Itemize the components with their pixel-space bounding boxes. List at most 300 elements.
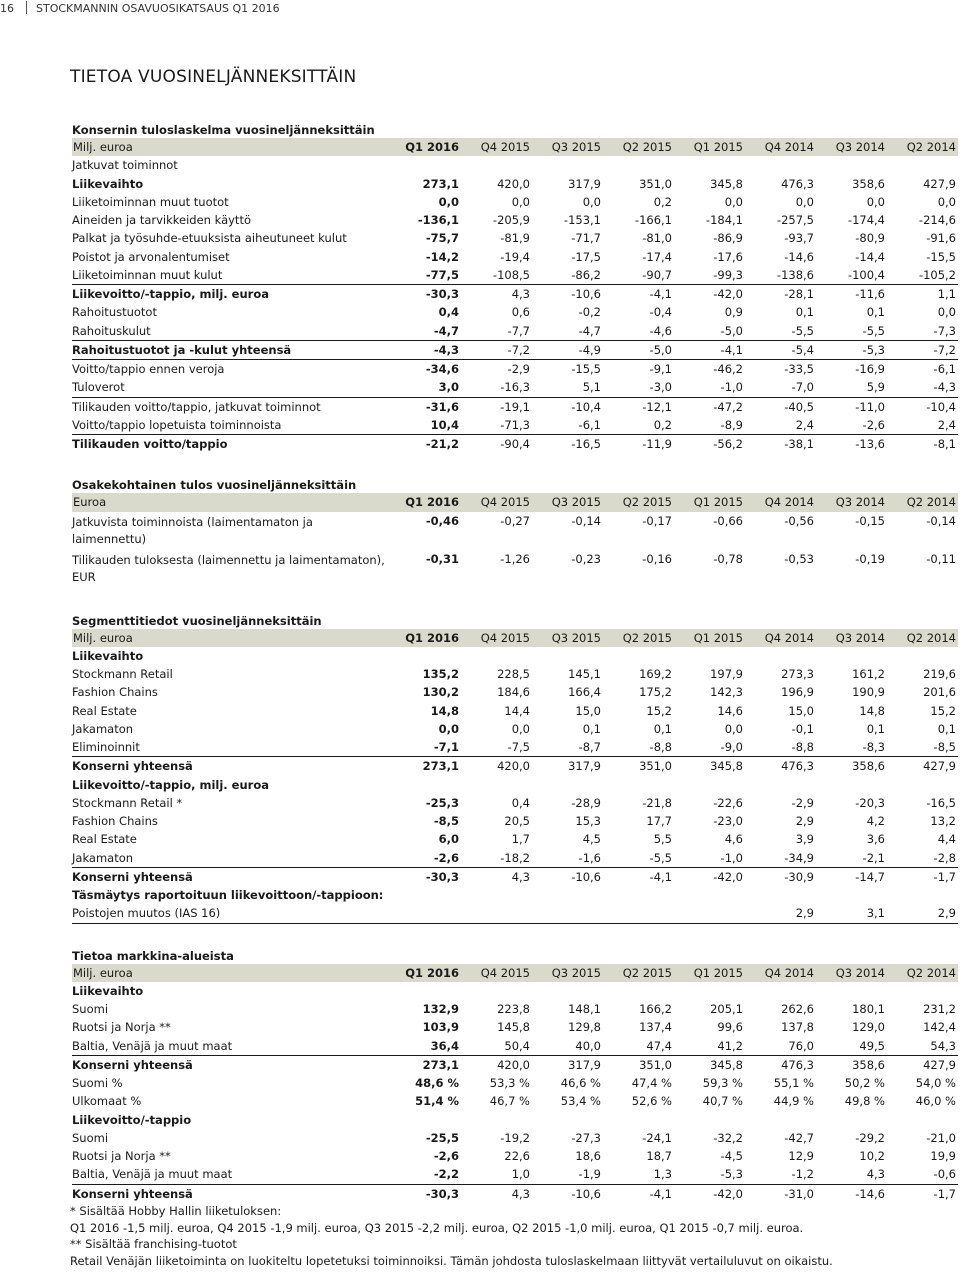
value-cell: 18,6 <box>575 1149 601 1164</box>
column-header: Q4 2014 <box>745 493 816 511</box>
value-cell: 0,0 <box>866 194 885 209</box>
value-cell <box>390 886 461 904</box>
value-cell: 166,2 <box>639 1002 672 1017</box>
value-cell: 427,9 <box>923 759 956 774</box>
value-cell <box>390 982 461 1000</box>
table-row <box>72 776 958 794</box>
value-cell: -86,2 <box>532 266 603 285</box>
row-label: Suomi <box>72 1002 109 1017</box>
section-title: Konsernin tuloslaskelma vuosineljänneksittäin <box>72 123 375 137</box>
table-row <box>72 378 958 397</box>
value-cell: -99,3 <box>674 266 745 285</box>
value-cell: -32,2 <box>713 1130 743 1145</box>
table-row <box>72 360 958 379</box>
value-cell: -17,5 <box>571 249 601 264</box>
column-header: Q2 2014 <box>887 964 958 982</box>
page-header <box>0 1 280 17</box>
table-row <box>72 229 958 247</box>
value-cell: 132,9 <box>422 1002 459 1017</box>
page-title: TIETOA VUOSINELJÄNNEKSITTÄIN <box>70 67 357 87</box>
value-cell: -5,5 <box>745 322 816 341</box>
value-cell: -0,2 <box>578 305 601 320</box>
value-cell <box>674 1111 745 1129</box>
value-cell: -7,2 <box>461 340 532 359</box>
value-cell: 54,0 % <box>915 1076 956 1091</box>
value-cell: 345,8 <box>710 1057 743 1072</box>
row-label: Jakamaton <box>72 849 390 868</box>
value-cell: -0,14 <box>571 513 601 528</box>
value-cell: -8,1 <box>933 437 956 452</box>
value-cell: -2,8 <box>887 849 958 868</box>
row-label: Liikevaihto <box>72 983 144 998</box>
value-cell: -4,1 <box>674 340 745 359</box>
value-cell: 0,4 <box>511 795 530 810</box>
value-cell <box>887 647 958 665</box>
value-cell: -4,1 <box>649 1186 672 1201</box>
value-cell: 358,6 <box>852 759 885 774</box>
value-cell: 145,1 <box>568 667 601 682</box>
table-row <box>72 886 958 904</box>
value-cell: 0,6 <box>511 305 530 320</box>
value-cell: 317,9 <box>568 176 601 191</box>
table-row <box>72 904 958 923</box>
value-cell: -0,19 <box>855 552 885 566</box>
value-cell: -77,5 <box>390 266 461 285</box>
value-cell: 49,5 <box>816 1037 887 1056</box>
value-cell: 351,0 <box>639 759 672 774</box>
value-cell: -4,5 <box>720 1149 743 1164</box>
value-cell: -1,26 <box>500 552 530 566</box>
table-header-row <box>72 964 958 982</box>
value-cell <box>745 647 816 665</box>
value-cell: -8,7 <box>532 738 603 757</box>
value-cell <box>461 156 532 174</box>
value-cell: 41,2 <box>674 1037 745 1056</box>
value-cell: 0,1 <box>937 721 956 736</box>
value-cell: -0,1 <box>791 721 814 736</box>
value-cell <box>461 982 532 1000</box>
value-cell <box>674 156 745 174</box>
value-cell: 0,0 <box>937 305 956 320</box>
value-cell <box>461 886 532 904</box>
value-cell: -6,1 <box>532 416 603 435</box>
value-cell: 5,1 <box>532 378 603 397</box>
value-cell: 50,2 % <box>844 1076 885 1091</box>
value-cell: -7,2 <box>887 340 958 359</box>
value-cell: 317,9 <box>568 759 601 774</box>
row-label: Suomi <box>72 1130 109 1145</box>
value-cell <box>603 904 674 923</box>
value-cell: -16,9 <box>855 362 885 377</box>
value-cell: -56,2 <box>713 437 743 452</box>
unit-label: Milj. euroa <box>72 138 390 156</box>
value-cell: -5,0 <box>674 322 745 341</box>
value-cell <box>816 886 887 904</box>
value-cell: -34,9 <box>745 849 816 868</box>
value-cell <box>532 886 603 904</box>
value-cell <box>603 156 674 174</box>
table-row <box>72 285 958 304</box>
row-label: Liikevaihto <box>72 648 144 663</box>
value-cell: 5,5 <box>653 832 672 847</box>
row-label: Poistojen muutos (IAS 16) <box>72 904 390 923</box>
value-cell: -136,1 <box>417 213 459 228</box>
value-cell: -4,3 <box>390 340 461 359</box>
value-cell: 99,6 <box>717 1020 743 1035</box>
footnote: Q1 2016 -1,5 milj. euroa, Q4 2015 -1,9 milj. euroa, Q3 2015 -2,2 milj. euroa, Q2 2015 -1,0 milj. euroa, Q1 2015 -0,7 milj. euroa. <box>70 1220 804 1235</box>
value-cell: 36,4 <box>390 1037 461 1056</box>
value-cell: 4,4 <box>937 832 956 847</box>
value-cell: 205,1 <box>710 1002 743 1017</box>
value-cell: -47,2 <box>713 399 743 414</box>
table-header-row <box>72 629 958 647</box>
value-cell: -14,6 <box>855 1186 885 1201</box>
value-cell <box>816 982 887 1000</box>
value-cell: 476,3 <box>781 176 814 191</box>
value-cell: -0,78 <box>713 552 743 566</box>
data-table <box>72 493 958 588</box>
value-cell: -105,2 <box>887 266 958 285</box>
value-cell: 145,8 <box>497 1020 530 1035</box>
value-cell: 4,5 <box>582 832 601 847</box>
value-cell: -8,8 <box>745 738 816 757</box>
row-label: Liiketoiminnan muut tuotot <box>72 194 229 209</box>
value-cell: -25,5 <box>425 1130 459 1145</box>
value-cell <box>674 776 745 794</box>
value-cell: -5,5 <box>603 849 674 868</box>
value-cell: -138,6 <box>745 266 816 285</box>
column-header: Q1 2015 <box>674 493 745 511</box>
table-row <box>72 397 958 416</box>
value-cell <box>816 647 887 665</box>
footnote: Retail Venäjän liiketoiminta on luokiteltu lopetetuksi toiminnoiksi. Tämän johdosta tuloslaskelmaan liittyvät vertailuluvut on oikaistu. <box>70 1253 833 1268</box>
value-cell: -15,5 <box>926 249 956 264</box>
value-cell: 2,9 <box>745 904 816 923</box>
table-row <box>72 982 958 1000</box>
value-cell <box>603 886 674 904</box>
table-row <box>72 647 958 665</box>
value-cell: -17,4 <box>642 249 672 264</box>
row-label: Rahoitustuotot ja -kulut yhteensä <box>72 340 390 359</box>
value-cell: 358,6 <box>852 1057 885 1072</box>
value-cell: 48,6 % <box>415 1076 459 1091</box>
value-cell: -13,6 <box>855 437 885 452</box>
value-cell <box>887 886 958 904</box>
value-cell: 2,9 <box>887 904 958 923</box>
table-row <box>72 303 958 321</box>
column-header: Q1 2016 <box>390 629 461 647</box>
value-cell: -4,7 <box>532 322 603 341</box>
value-cell: 197,9 <box>710 667 743 682</box>
value-cell: -10,6 <box>571 1186 601 1201</box>
value-cell: -42,0 <box>713 869 743 884</box>
value-cell: 0,4 <box>438 305 459 320</box>
value-cell: -71,3 <box>461 416 532 435</box>
value-cell: -1,0 <box>674 849 745 868</box>
column-header: Q1 2016 <box>390 138 461 156</box>
table-row <box>72 702 958 720</box>
value-cell: 427,9 <box>923 176 956 191</box>
value-cell: 51,4 % <box>415 1094 459 1109</box>
column-header: Q3 2015 <box>532 629 603 647</box>
value-cell: -2,1 <box>816 849 887 868</box>
value-cell: 0,1 <box>795 305 814 320</box>
value-cell <box>390 1111 461 1129</box>
data-table <box>72 138 958 453</box>
value-cell: -40,5 <box>784 399 814 414</box>
value-cell: -1,6 <box>532 849 603 868</box>
value-cell: -0,31 <box>425 552 459 566</box>
value-cell: -90,7 <box>603 266 674 285</box>
value-cell: 0,2 <box>653 194 672 209</box>
value-cell: 129,0 <box>852 1020 885 1035</box>
value-cell: -5,3 <box>816 340 887 359</box>
value-cell: -19,1 <box>500 399 530 414</box>
row-label: Rahoituskulut <box>72 322 390 341</box>
value-cell: -81,0 <box>642 231 672 246</box>
row-label: Liiketoiminnan muut kulut <box>72 266 390 285</box>
table-row <box>72 340 958 359</box>
value-cell: -15,5 <box>571 362 601 377</box>
value-cell <box>390 904 461 923</box>
value-cell: 17,7 <box>646 814 672 829</box>
value-cell: -80,9 <box>855 231 885 246</box>
value-cell: -8,3 <box>816 738 887 757</box>
tables-area <box>72 120 957 1225</box>
value-cell: 137,8 <box>781 1020 814 1035</box>
column-header: Q3 2014 <box>816 493 887 511</box>
row-label: Ulkomaat % <box>72 1094 142 1109</box>
table-row <box>72 794 958 812</box>
value-cell <box>461 776 532 794</box>
value-cell: 476,3 <box>781 1057 814 1072</box>
value-cell <box>461 904 532 923</box>
table-row <box>72 1055 958 1074</box>
value-cell: 135,2 <box>422 667 459 682</box>
row-label: Baltia, Venäjä ja muut maat <box>72 1037 390 1056</box>
value-cell: -0,53 <box>784 552 814 566</box>
value-cell: 201,6 <box>923 685 956 700</box>
row-label: Rahoitustuotot <box>72 305 157 320</box>
value-cell <box>674 647 745 665</box>
value-cell: 0,0 <box>724 721 743 736</box>
value-cell: -16,5 <box>571 437 601 452</box>
value-cell: -16,5 <box>926 795 956 810</box>
unit-label: Milj. euroa <box>72 629 390 647</box>
value-cell: 15,2 <box>646 703 672 718</box>
value-cell: -21,8 <box>642 795 672 810</box>
value-cell: 0,0 <box>511 194 530 209</box>
table-row <box>72 1147 958 1165</box>
data-table <box>72 964 958 1203</box>
value-cell: -31,0 <box>784 1186 814 1201</box>
row-label: Ruotsi ja Norja ** <box>72 1020 171 1035</box>
value-cell: -8,5 <box>433 814 459 829</box>
table-section <box>72 120 957 453</box>
table-row <box>72 1111 958 1129</box>
value-cell: -21,2 <box>425 437 459 452</box>
footnotes <box>70 1203 960 1269</box>
value-cell: 219,6 <box>923 667 956 682</box>
value-cell: 52,6 % <box>631 1094 672 1109</box>
value-cell: -14,4 <box>855 249 885 264</box>
value-cell: -5,0 <box>603 340 674 359</box>
row-label: Suomi % <box>72 1076 123 1091</box>
value-cell <box>603 1111 674 1129</box>
section-title: Segmenttitiedot vuosineljänneksittäin <box>72 613 322 628</box>
value-cell: 1,1 <box>937 287 956 302</box>
table-row <box>72 1037 958 1056</box>
value-cell: -8,5 <box>887 738 958 757</box>
value-cell: -108,5 <box>461 266 532 285</box>
column-header: Q3 2015 <box>532 493 603 511</box>
table-section <box>72 475 957 588</box>
column-header: Q2 2014 <box>887 138 958 156</box>
value-cell: -0,11 <box>926 552 956 566</box>
row-label: Real Estate <box>72 832 137 847</box>
value-cell: -18,2 <box>461 849 532 868</box>
value-cell <box>532 904 603 923</box>
value-cell: -42,7 <box>784 1130 814 1145</box>
row-label: Konserni yhteensä <box>72 869 193 884</box>
row-label: Jatkuvat toiminnot <box>72 158 178 173</box>
value-cell: 166,4 <box>568 685 601 700</box>
value-cell: 49,8 % <box>844 1094 885 1109</box>
table-row <box>72 175 958 193</box>
column-header: Q4 2015 <box>461 138 532 156</box>
value-cell: -30,3 <box>425 287 459 302</box>
table-row <box>72 1018 958 1036</box>
value-cell: 273,1 <box>422 1057 459 1072</box>
unit-label: Milj. euroa <box>72 964 390 982</box>
value-cell: 5,9 <box>816 378 887 397</box>
value-cell: 196,9 <box>781 685 814 700</box>
value-cell: 0,1 <box>866 305 885 320</box>
value-cell: 175,2 <box>639 685 672 700</box>
value-cell: 161,2 <box>852 667 885 682</box>
value-cell: -11,6 <box>855 287 885 302</box>
value-cell: -4,6 <box>603 322 674 341</box>
value-cell <box>532 647 603 665</box>
value-cell: 3,1 <box>816 904 887 923</box>
value-cell: 46,0 % <box>915 1094 956 1109</box>
value-cell: 420,0 <box>497 176 530 191</box>
value-cell: 262,6 <box>781 1002 814 1017</box>
value-cell: -5,4 <box>745 340 816 359</box>
column-header: Q2 2014 <box>887 493 958 511</box>
row-label: Voitto/tappio ennen veroja <box>72 362 225 377</box>
table-row <box>72 416 958 435</box>
row-label: Ruotsi ja Norja ** <box>72 1149 171 1164</box>
value-cell: 53,3 % <box>489 1076 530 1091</box>
value-cell: -10,6 <box>571 287 601 302</box>
value-cell: 0,1 <box>582 721 601 736</box>
column-header: Q3 2015 <box>532 138 603 156</box>
value-cell: -17,6 <box>713 249 743 264</box>
value-cell: 148,1 <box>568 1002 601 1017</box>
value-cell: -2,9 <box>791 795 814 810</box>
column-header: Q1 2015 <box>674 138 745 156</box>
value-cell: 0,0 <box>795 194 814 209</box>
value-cell: -8,8 <box>603 738 674 757</box>
value-cell: 76,0 <box>745 1037 816 1056</box>
value-cell: -153,1 <box>563 213 601 228</box>
value-cell <box>532 1111 603 1129</box>
value-cell: 130,2 <box>422 685 459 700</box>
data-table <box>72 629 958 924</box>
section-title: Osakekohtainen tulos vuosineljänneksittäin <box>72 478 357 493</box>
value-cell: 47,4 % <box>631 1076 672 1091</box>
value-cell <box>816 156 887 174</box>
value-cell: -75,7 <box>425 231 459 246</box>
value-cell: 44,9 % <box>773 1094 814 1109</box>
value-cell: 40,0 <box>532 1037 603 1056</box>
table-row <box>72 830 958 848</box>
table-row <box>72 1000 958 1018</box>
table-row <box>72 1165 958 1184</box>
value-cell: 358,6 <box>852 176 885 191</box>
value-cell: 14,8 <box>430 703 459 718</box>
value-cell: -7,0 <box>745 378 816 397</box>
row-label: Liikevaihto <box>72 176 144 191</box>
value-cell: 14,8 <box>859 703 885 718</box>
footnote: ** Sisältää franchising-tuotot <box>70 1237 237 1251</box>
table-section <box>72 611 957 924</box>
value-cell: -7,1 <box>390 738 461 757</box>
value-cell: -24,1 <box>642 1130 672 1145</box>
row-label: Liikevoitto/-tappio, milj. euroa <box>72 287 269 302</box>
value-cell: 345,8 <box>710 759 743 774</box>
row-label: Liikevoitto/-tappio, milj. euroa <box>72 777 269 792</box>
value-cell: -9,0 <box>674 738 745 757</box>
value-cell: -0,46 <box>425 513 459 528</box>
unit-label: Euroa <box>72 493 390 511</box>
value-cell: 169,2 <box>639 667 672 682</box>
value-cell: -2,2 <box>390 1165 461 1184</box>
value-cell: 10,4 <box>390 416 461 435</box>
table-row <box>72 435 958 454</box>
value-cell: -1,2 <box>745 1165 816 1184</box>
value-cell: -11,9 <box>642 437 672 452</box>
value-cell: 4,3 <box>511 1186 530 1201</box>
value-cell <box>674 982 745 1000</box>
value-cell: 351,0 <box>639 1057 672 1072</box>
value-cell: -10,4 <box>926 399 956 414</box>
value-cell: -2,9 <box>507 362 530 377</box>
table-row <box>72 1129 958 1147</box>
table-row <box>72 193 958 211</box>
value-cell: -6,1 <box>933 362 956 377</box>
row-label: Aineiden ja tarvikkeiden käyttö <box>72 213 251 228</box>
value-cell: 273,1 <box>422 759 459 774</box>
value-cell: 231,2 <box>923 1002 956 1017</box>
value-cell: -90,4 <box>500 437 530 452</box>
value-cell <box>745 886 816 904</box>
value-cell: -5,3 <box>674 1165 745 1184</box>
value-cell <box>816 776 887 794</box>
table-header-row <box>72 493 958 511</box>
value-cell: -14,6 <box>784 249 814 264</box>
footnote: * Sisältää Hobby Hallin liiketuloksen: <box>70 1204 282 1218</box>
value-cell: -28,9 <box>571 795 601 810</box>
value-cell: 0,0 <box>582 194 601 209</box>
value-cell: -0,17 <box>642 513 672 528</box>
row-label: Voitto/tappio lopetuista toiminnoista <box>72 416 390 435</box>
value-cell <box>674 886 745 904</box>
value-cell: 1,7 <box>511 832 530 847</box>
value-cell: 4,6 <box>724 832 743 847</box>
value-cell <box>674 904 745 923</box>
